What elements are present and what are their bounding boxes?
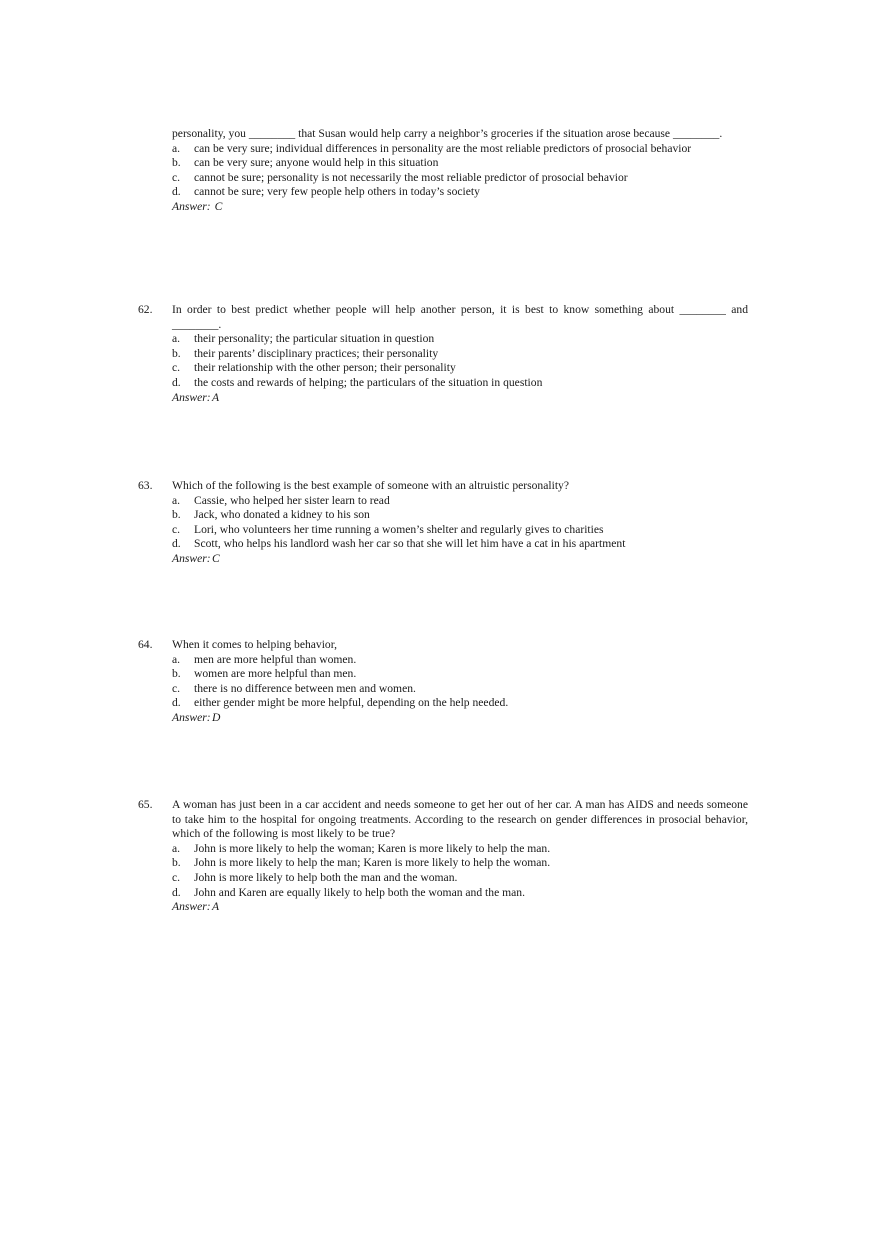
question-stem: When it comes to helping behavior, [172,638,338,651]
option-text: John is more likely to help the man; Karen is more likely to help the woman. [194,856,551,870]
option-letter: c. [172,522,181,536]
option-d [172,537,748,552]
option-letter: c. [172,870,181,884]
option-text: men are more helpful than women. [194,652,357,666]
question-head [138,303,748,332]
option-text: their parents’ disciplinary practices; their personality [194,346,439,360]
option-text: cannot be sure; very few people help others in today’s society [194,185,480,199]
answer-line [138,200,748,215]
option-letter: d. [172,185,181,199]
answer-value: D [212,710,221,724]
option-letter: c. [172,170,181,184]
option-b [172,508,748,523]
option-letter: c. [172,361,181,375]
option-text: either gender might be more helpful, depending on the help needed. [194,696,509,710]
option-text: can be very sure; individual differences in personality are the most reliable predictors of prosocial behavior [194,141,692,155]
question-64 [138,638,748,726]
question-head [138,479,748,494]
option-letter: d. [172,537,181,551]
option-d [172,696,748,711]
option-a [172,142,748,157]
answer-line [138,391,748,406]
answer-line [138,900,748,915]
answer-label: Answer: [172,390,211,404]
option-letter: b. [172,508,181,522]
option-a [172,332,748,347]
option-c [172,871,748,886]
answer-line [138,552,748,567]
question-stem: A woman has just been in a car accident and needs someone to get her out of her car. A man has AIDS and needs someone to take him to the hospital for ongoing treatments. According to the research on gender differences in prosocial behavior, which of the following is most likely to be true? [172,798,748,841]
option-letter: a. [172,493,181,507]
option-text: their personality; the particular situation in question [194,332,435,346]
answer-label: Answer: [172,900,211,914]
option-letter: a. [172,841,181,855]
option-c [172,361,748,376]
option-text: John is more likely to help both the man and the woman. [194,870,458,884]
question-number: 64. [138,638,153,651]
option-list [138,494,748,552]
option-letter: b. [172,346,181,360]
question-head [138,798,748,842]
option-text: Scott, who helps his landlord wash her car so that she will let him have a cat in his apartment [194,537,626,551]
option-letter: a. [172,332,181,346]
option-list [138,653,748,711]
question-stem: personality, you ________ that Susan would help carry a neighbor’s groceries if the situation arose because ________. [172,127,723,140]
option-text: John and Karen are equally likely to help both the woman and the man. [194,885,525,899]
question-63 [138,479,748,567]
option-b [172,667,748,682]
answer-label: Answer: [172,551,211,565]
option-c [172,523,748,538]
option-b [172,156,748,171]
option-text: Cassie, who helped her sister learn to read [194,493,390,507]
option-letter: a. [172,141,181,155]
answer-label: Answer: [172,199,211,213]
option-d [172,886,748,901]
option-letter: a. [172,652,181,666]
option-text: Lori, who volunteers her time running a women’s shelter and regularly gives to charities [194,522,604,536]
option-letter: d. [172,696,181,710]
option-letter: b. [172,156,181,170]
option-b [172,347,748,362]
option-text: there is no difference between men and women. [194,681,416,695]
answer-value: C [212,551,220,565]
option-b [172,856,748,871]
answer-value: A [212,900,220,914]
answer-value: C [214,199,223,213]
question-61-continued [138,127,748,215]
option-text: cannot be sure; personality is not necessarily the most reliable predictor of prosocial behavior [194,170,628,184]
question-65 [138,798,748,915]
option-list [138,142,748,200]
option-text: women are more helpful than men. [194,667,357,681]
question-62 [138,303,748,405]
answer-label: Answer: [172,710,211,724]
question-number: 63. [138,479,153,492]
option-letter: b. [172,667,181,681]
option-text: their relationship with the other person; their personality [194,361,456,375]
option-text: the costs and rewards of helping; the particulars of the situation in question [194,375,543,389]
option-list [138,842,748,900]
option-c [172,682,748,697]
question-head [138,638,748,653]
option-a [172,653,748,668]
option-list [138,332,748,390]
option-letter: b. [172,856,181,870]
question-stem: Which of the following is the best example of someone with an altruistic personality? [172,479,569,492]
question-head [138,127,748,142]
question-number: 62. [138,303,153,316]
option-letter: d. [172,375,181,389]
option-text: John is more likely to help the woman; Karen is more likely to help the man. [194,841,551,855]
question-number: 65. [138,798,153,811]
answer-line [138,711,748,726]
option-c [172,171,748,186]
option-d [172,185,748,200]
answer-value: A [212,390,220,404]
option-letter: c. [172,681,181,695]
option-text: can be very sure; anyone would help in this situation [194,156,439,170]
option-text: Jack, who donated a kidney to his son [194,508,370,522]
option-a [172,494,748,509]
question-stem: In order to best predict whether people will help another person, it is best to know something about ________ and ________. [172,303,748,331]
option-a [172,842,748,857]
option-letter: d. [172,885,181,899]
option-d [172,376,748,391]
